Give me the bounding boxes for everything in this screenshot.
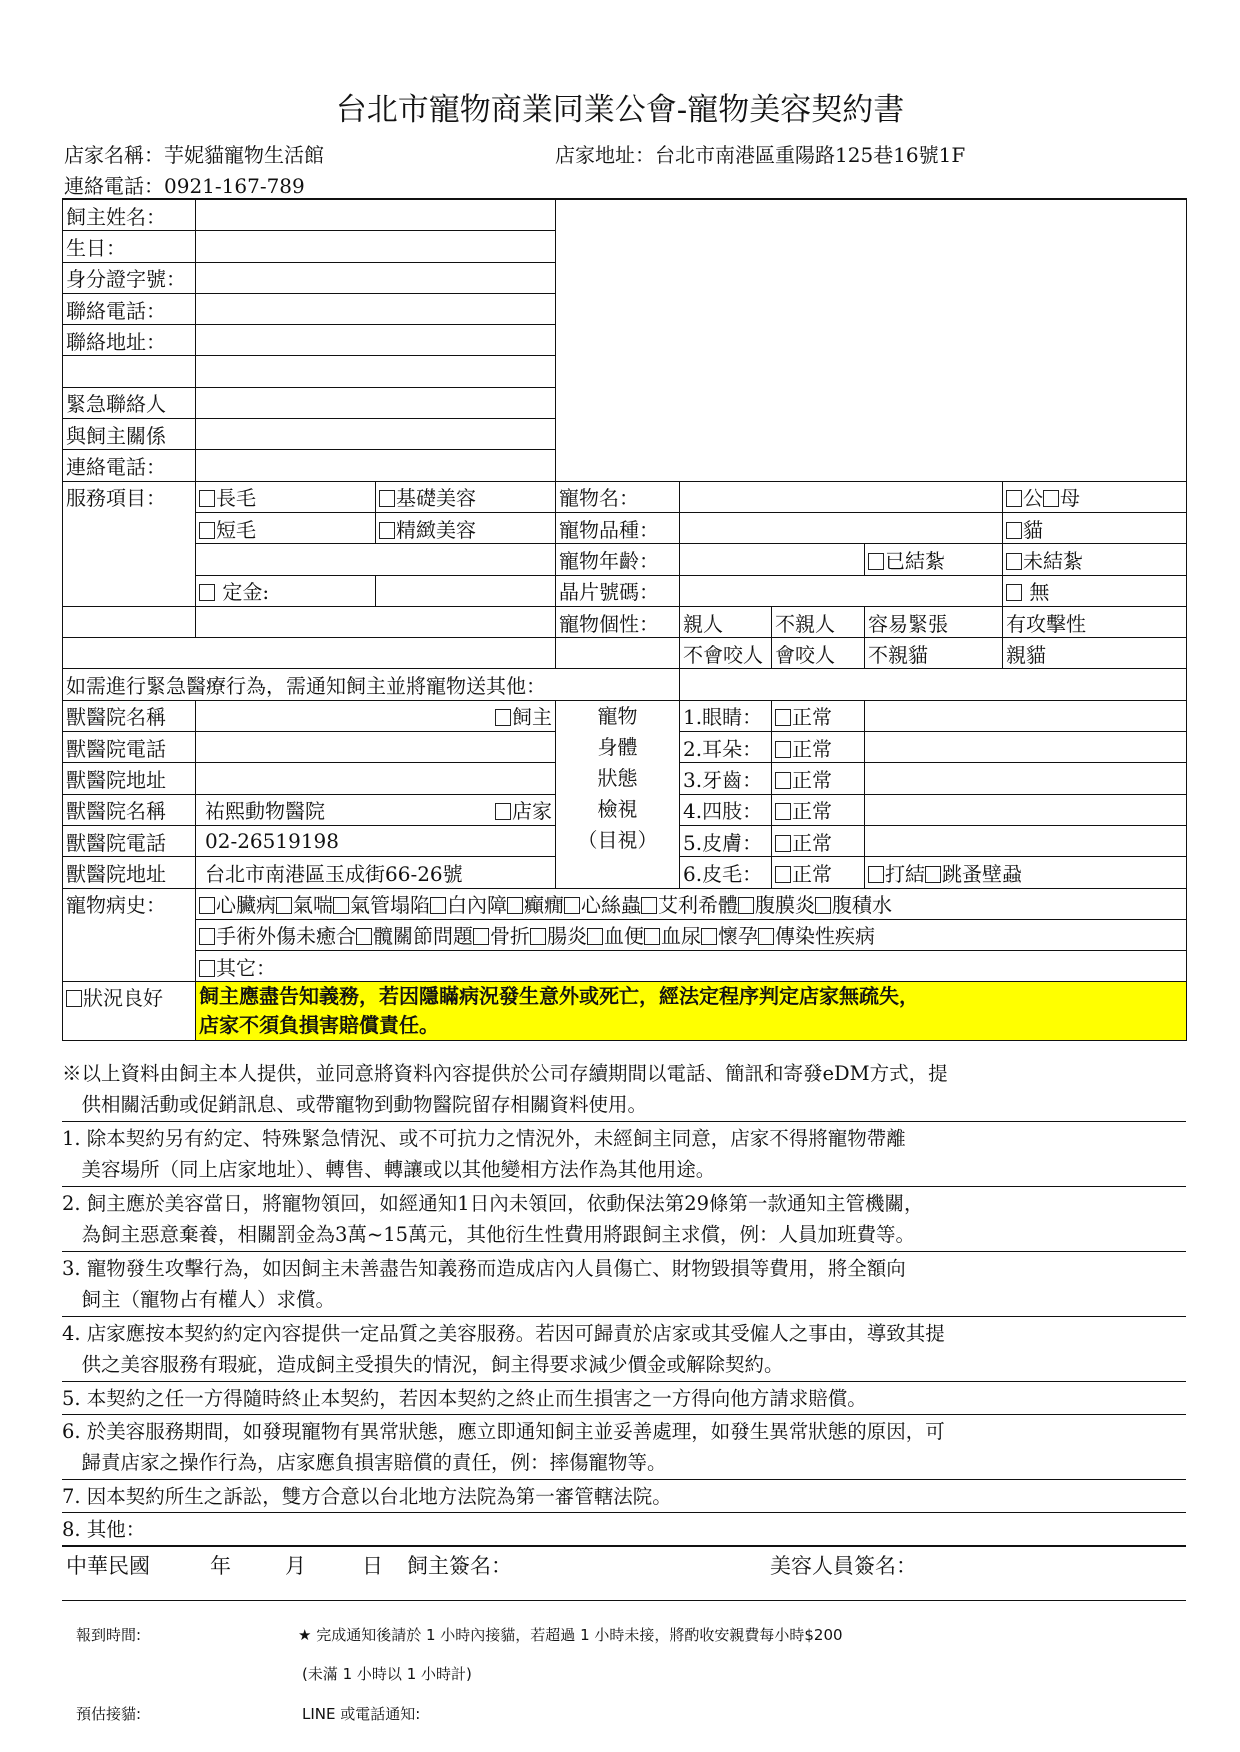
checkbox-icon[interactable] bbox=[738, 897, 754, 914]
trait-no-bite[interactable]: 不會咬人 bbox=[680, 638, 772, 669]
owner-address-field[interactable] bbox=[196, 325, 556, 356]
divider bbox=[62, 1186, 1186, 1187]
pickup-notice: ★ 完成通知後請於 1 小時內接貓，若超過 1 小時未接，將酌收安親費每小時$200 bbox=[298, 1626, 843, 1644]
deposit[interactable]: 定金: bbox=[196, 575, 376, 606]
trait-nervous[interactable]: 容易緊張 bbox=[865, 606, 1003, 637]
service-fine[interactable]: 精緻美容 bbox=[376, 512, 556, 543]
pet-name-field[interactable] bbox=[680, 481, 1003, 512]
check-coat-extras[interactable]: 打結 跳蚤壁蝨 bbox=[865, 857, 1187, 888]
checkbox-icon[interactable] bbox=[199, 490, 215, 507]
history-row-2[interactable]: 手術外傷未癒合 髖關節問題 骨折 腸炎 血便 血尿 懷孕 傳染性疾病 bbox=[196, 919, 1187, 950]
pickup-notice-2: (未滿 1 小時以 1 小時計) bbox=[302, 1665, 472, 1683]
checkbox-icon[interactable] bbox=[276, 897, 292, 914]
emergency-phone-field[interactable] bbox=[196, 450, 556, 481]
owner-phone-label: 聯絡電話： bbox=[63, 293, 196, 324]
service-short-hair[interactable]: 短毛 bbox=[196, 512, 376, 543]
chip-none[interactable]: 無 bbox=[1003, 575, 1187, 606]
checkbox-icon[interactable] bbox=[1006, 490, 1022, 507]
checkbox-icon[interactable] bbox=[430, 897, 446, 914]
checkbox-icon[interactable] bbox=[587, 928, 603, 945]
check-eyes-note[interactable] bbox=[865, 700, 1187, 731]
checkbox-icon[interactable] bbox=[379, 490, 395, 507]
check-eyes-label: 1.眼睛： bbox=[680, 700, 772, 731]
checkbox-icon[interactable] bbox=[473, 928, 489, 945]
shop-phone: 連絡電話：0921-167-789 bbox=[64, 174, 305, 198]
birthday-label: 生日： bbox=[63, 231, 196, 262]
shop-hospital-address-label: 獸醫院地址 bbox=[63, 857, 196, 888]
clause-7: 7. 因本契約所生之訴訟，雙方合意以台北地方法院為第一審管轄法院。 bbox=[62, 1485, 672, 1508]
divider bbox=[62, 1251, 1186, 1252]
pet-gender[interactable]: 公 母 bbox=[1003, 481, 1187, 512]
pet-breed-field[interactable] bbox=[680, 512, 1003, 543]
divider bbox=[62, 1316, 1186, 1317]
checkbox-icon[interactable] bbox=[775, 741, 791, 758]
owner-warning: 飼主應盡告知義務，若因隱瞞病況發生意外或死亡，經法定程序判定店家無疏失， 店家不須負損害賠償責任。 bbox=[196, 982, 1187, 1041]
trait-bite[interactable]: 會咬人 bbox=[772, 638, 865, 669]
trait-not-cat-friendly[interactable]: 不親貓 bbox=[865, 638, 1003, 669]
check-skin-normal[interactable]: 正常 bbox=[772, 825, 865, 856]
checkbox-icon[interactable] bbox=[701, 928, 717, 945]
divider bbox=[62, 1600, 1186, 1601]
checkbox-icon[interactable] bbox=[356, 928, 372, 945]
chip-field[interactable] bbox=[680, 575, 1003, 606]
history-row-1[interactable]: 心臟病 氣喘 氣管塌陷 白內障 癲癇 心絲蟲 艾利希體 腹膜炎 腹積水 bbox=[196, 888, 1187, 919]
checkbox-icon[interactable] bbox=[495, 709, 511, 726]
body-check-heading: 寵物 身體 狀態 檢視 （目視） bbox=[556, 700, 680, 888]
clause-4: 4. 店家應按本契約約定內容提供一定品質之美容服務。若因可歸責於店家或其受僱人之事由，導致其提 供之美容服務有瑕疵，造成飼主受損失的情況，飼主得要求減少價金或解除契約。 bbox=[62, 1322, 945, 1376]
emergency-phone-label: 連絡電話： bbox=[63, 450, 196, 481]
checkbox-icon[interactable] bbox=[199, 928, 215, 945]
contact-label: LINE 或電話通知: bbox=[302, 1705, 421, 1723]
owner-address-field-2[interactable] bbox=[196, 356, 556, 387]
service-basic[interactable]: 基礎美容 bbox=[376, 481, 556, 512]
blank-field[interactable] bbox=[196, 606, 556, 637]
owner-name-label: 飼主姓名： bbox=[63, 199, 196, 231]
checkbox-icon[interactable] bbox=[564, 897, 580, 914]
check-coat-label: 6.皮毛： bbox=[680, 857, 772, 888]
shop-hospital-name[interactable]: 祐熙動物醫院 店家 bbox=[196, 794, 556, 825]
checkbox-icon[interactable] bbox=[775, 772, 791, 789]
address-extra-label bbox=[63, 356, 196, 387]
id-number-field[interactable] bbox=[196, 262, 556, 293]
checkbox-icon[interactable] bbox=[925, 866, 941, 883]
checkbox-icon[interactable] bbox=[775, 866, 791, 883]
hospital-owner-choice[interactable]: 飼主 bbox=[196, 700, 556, 731]
checkbox-icon[interactable] bbox=[1043, 490, 1059, 507]
blank-label bbox=[63, 606, 196, 637]
checkbox-icon[interactable] bbox=[1006, 584, 1022, 601]
checkbox-icon[interactable] bbox=[530, 928, 546, 945]
divider bbox=[62, 1479, 1186, 1480]
history-label: 寵物病史： bbox=[63, 888, 196, 982]
check-teeth-normal[interactable]: 正常 bbox=[772, 763, 865, 794]
check-teeth-note[interactable] bbox=[865, 763, 1187, 794]
trait-cat-friendly[interactable]: 親貓 bbox=[1003, 638, 1187, 669]
owner-signature[interactable]: 飼主簽名： bbox=[407, 1554, 512, 1578]
relation-label: 與飼主關係 bbox=[63, 419, 196, 450]
relation-field[interactable] bbox=[196, 419, 556, 450]
checkbox-icon[interactable] bbox=[868, 553, 884, 570]
divider bbox=[62, 1121, 1186, 1122]
personality-blank bbox=[556, 638, 680, 669]
pet-name-label: 寵物名： bbox=[556, 481, 680, 512]
service-blank[interactable] bbox=[196, 544, 556, 575]
service-label: 服務項目： bbox=[63, 481, 196, 606]
pet-age-field[interactable] bbox=[680, 544, 865, 575]
checkbox-icon[interactable] bbox=[815, 897, 831, 914]
month-label: 月 bbox=[285, 1554, 306, 1578]
clause-2: 2. 飼主應於美容當日，將寵物領回，如經通知1日內未領回，依動保法第29條第一款通知主管機關， 為飼主惡意棄養，相關罰金為3萬~15萬元，其他衍生性費用將跟飼主求償，例：人員加班費等。 bbox=[62, 1192, 924, 1246]
clause-1: 1. 除本契約另有約定、特殊緊急情況、或不可抗力之情況外，未經飼主同意，店家不得將寵物帶離 美容場所（同上店家地址）、轉售、轉讓或以其他變相方法作為其他用途。 bbox=[62, 1127, 906, 1181]
checkbox-icon[interactable] bbox=[495, 803, 511, 820]
clause-3: 3. 寵物發生攻擊行為，如因飼主未善盡告知義務而造成店內人員傷亡、財物毀損等費用，將全額向 飼主（寵物占有權人）求償。 bbox=[62, 1257, 906, 1311]
checkbox-icon[interactable] bbox=[775, 709, 791, 726]
trait-friendly[interactable]: 親人 bbox=[680, 606, 772, 637]
check-ears-label: 2.耳朵： bbox=[680, 732, 772, 763]
shop-hospital-phone[interactable]: 02-26519198 bbox=[196, 825, 556, 856]
checkbox-icon[interactable] bbox=[1006, 553, 1022, 570]
check-ears-normal[interactable]: 正常 bbox=[772, 732, 865, 763]
checkbox-icon[interactable] bbox=[507, 897, 523, 914]
staff-signature[interactable]: 美容人員簽名： bbox=[770, 1554, 917, 1578]
owner-phone-field[interactable] bbox=[196, 293, 556, 324]
birthday-field[interactable] bbox=[196, 231, 556, 262]
clause-5: 5. 本契約之任一方得隨時終止本契約，若因本契約之終止而生損害之一方得向他方請求賠償。 bbox=[62, 1387, 867, 1410]
chip-label: 晶片號碼： bbox=[556, 575, 680, 606]
divider bbox=[62, 1512, 1186, 1513]
checkbox-icon[interactable] bbox=[199, 897, 215, 914]
checkbox-icon[interactable] bbox=[333, 897, 349, 914]
check-coat-normal[interactable]: 正常 bbox=[772, 857, 865, 888]
checkbox-icon[interactable] bbox=[775, 803, 791, 820]
hospital-address-field[interactable] bbox=[196, 763, 556, 794]
document-title: 台北市寵物商業同業公會-寵物美容契約書 bbox=[335, 92, 905, 128]
checkbox-icon[interactable] bbox=[66, 990, 82, 1007]
owner-address-label: 聯絡地址： bbox=[63, 325, 196, 356]
checkbox-icon[interactable] bbox=[775, 835, 791, 852]
hospital-phone-field[interactable] bbox=[196, 732, 556, 763]
checkin-label: 報到時間: bbox=[76, 1626, 142, 1644]
emergency-note: 如需進行緊急醫療行為，需通知飼主並將寵物送其他： bbox=[63, 669, 680, 700]
shop-hospital-name-label: 獸醫院名稱 bbox=[63, 794, 196, 825]
divider bbox=[62, 1545, 1186, 1547]
history-other[interactable]: 其它： bbox=[196, 951, 1187, 982]
checkbox-icon[interactable] bbox=[199, 960, 215, 977]
trait-aggressive[interactable]: 有攻擊性 bbox=[1003, 606, 1187, 637]
clause-6: 6. 於美容服務期間，如發現寵物有異常狀態，應立即通知飼主並妥善處理，如發生異常狀態的原因，可 歸責店家之操作行為，店家應負損害賠償的責任，例：摔傷寵物等。 bbox=[62, 1420, 945, 1474]
check-skin-label: 5.皮膚： bbox=[680, 825, 772, 856]
personality-label: 寵物個性： bbox=[556, 606, 680, 637]
pet-not-neutered[interactable]: 未結紮 bbox=[1003, 544, 1187, 575]
trait-unfriendly[interactable]: 不親人 bbox=[772, 606, 865, 637]
checkbox-icon[interactable] bbox=[199, 522, 215, 539]
roc-label: 中華民國 bbox=[66, 1554, 150, 1578]
hospital-address-label: 獸醫院地址 bbox=[63, 763, 196, 794]
check-skin-note[interactable] bbox=[865, 825, 1187, 856]
year-label: 年 bbox=[210, 1554, 231, 1578]
clause-8: 8. 其他： bbox=[62, 1518, 146, 1541]
check-teeth-label: 3.牙齒： bbox=[680, 763, 772, 794]
checkbox-icon[interactable] bbox=[199, 584, 215, 601]
privacy-note: ※以上資料由飼主本人提供，並同意將資料內容提供於公司存續期間以電話、簡訊和寄發eDM方式，提 供相關活動或促銷訊息、或帶寵物到動物醫院留存相關資料使用。 bbox=[62, 1062, 948, 1116]
blank-row bbox=[63, 638, 556, 669]
checkbox-icon[interactable] bbox=[379, 522, 395, 539]
check-limbs-normal[interactable]: 正常 bbox=[772, 794, 865, 825]
emergency-contact-field[interactable] bbox=[196, 387, 556, 418]
checkbox-icon[interactable] bbox=[641, 897, 657, 914]
shop-name: 店家名稱：芋妮貓寵物生活館 bbox=[64, 143, 324, 167]
pet-age-label: 寵物年齡： bbox=[556, 544, 680, 575]
checkbox-icon[interactable] bbox=[644, 928, 660, 945]
divider bbox=[62, 1414, 1186, 1415]
check-eyes-normal[interactable]: 正常 bbox=[772, 700, 865, 731]
checkbox-icon[interactable] bbox=[758, 928, 774, 945]
checkbox-icon[interactable] bbox=[868, 866, 884, 883]
emergency-contact-label: 緊急聯絡人 bbox=[63, 387, 196, 418]
check-limbs-label: 4.四肢： bbox=[680, 794, 772, 825]
check-limbs-note[interactable] bbox=[865, 794, 1187, 825]
hospital-name-label: 獸醫院名稱 bbox=[63, 700, 196, 731]
shop-hospital-phone-label: 獸醫院電話 bbox=[63, 825, 196, 856]
shop-hospital-address[interactable]: 台北市南港區玉成街66-26號 bbox=[196, 857, 556, 888]
pet-breed-label: 寵物品種： bbox=[556, 512, 680, 543]
checkbox-icon[interactable] bbox=[1006, 522, 1022, 539]
check-ears-note[interactable] bbox=[865, 732, 1187, 763]
id-number-label: 身分證字號： bbox=[63, 262, 196, 293]
emergency-note-field[interactable] bbox=[680, 669, 1187, 700]
pet-neutered[interactable]: 已結紮 bbox=[865, 544, 1003, 575]
pet-cat[interactable]: 貓 bbox=[1003, 512, 1187, 543]
contract-form bbox=[62, 198, 1187, 1041]
day-label: 日 bbox=[362, 1554, 383, 1578]
shop-address: 店家地址：台北市南港區重陽路125巷16號1F bbox=[555, 143, 966, 167]
divider bbox=[62, 1381, 1186, 1382]
pickup-label: 預估接貓: bbox=[76, 1705, 142, 1723]
deposit-amount-field[interactable] bbox=[376, 575, 556, 606]
service-long-hair[interactable]: 長毛 bbox=[196, 481, 376, 512]
hospital-phone-label: 獸醫院電話 bbox=[63, 732, 196, 763]
owner-name-field[interactable] bbox=[196, 199, 556, 231]
good-condition[interactable]: 狀況良好 bbox=[63, 982, 196, 1041]
photo-area bbox=[556, 199, 1187, 481]
